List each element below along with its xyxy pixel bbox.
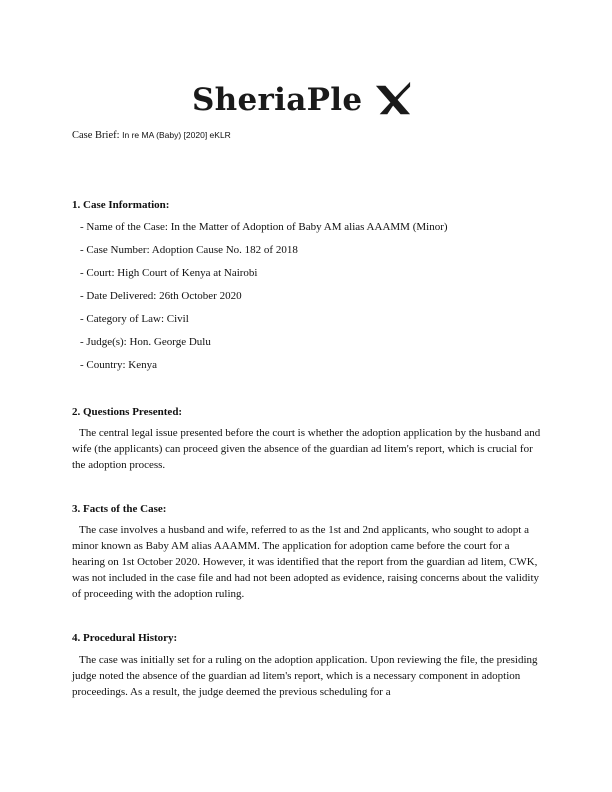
section-heading-procedural-history: 4. Procedural History:	[72, 632, 178, 644]
facts-text: The case involves a husband and wife, referred to as the 1st and 2nd applicants, who sought to adopt a minor known as Baby AM alias AAAMM. The application for adoption came before the court for a hearing on 1st October 2020. However, it was identified that the report from the guardian ad litem, CWK, was not included in the case file and had not been adopted as evidence, raising concerns about the validity of proceeding with the adoption ruling.	[72, 524, 540, 600]
section-heading-case-information: 1. Case Information:	[72, 199, 170, 211]
case-brief-label: Case Brief:	[72, 130, 123, 141]
case-brief-line	[72, 127, 231, 143]
info-case-name: - Name of the Case: In the Matter of Adoption of Baby AM alias AAAMM (Minor)	[80, 221, 448, 233]
questions-presented-text: The central legal issue presented before the court is whether the adoption application by the husband and wife (the applicants) can proceed given the absence of the guardian ad litem's report, which is crucial for the adoption process.	[72, 427, 541, 471]
sheriaplex-logo	[192, 76, 422, 124]
info-court: - Court: High Court of Kenya at Nairobi	[80, 267, 258, 279]
info-case-number: - Case Number: Adoption Cause No. 182 of 2018	[80, 244, 298, 256]
info-date-delivered: - Date Delivered: 26th October 2020	[80, 290, 242, 302]
info-judges: - Judge(s): Hon. George Dulu	[80, 336, 211, 348]
section-heading-questions-presented: 2. Questions Presented:	[72, 406, 183, 418]
info-country: - Country: Kenya	[80, 359, 157, 371]
section-heading-facts: 3. Facts of the Case:	[72, 503, 167, 515]
info-category-of-law: - Category of Law: Civil	[80, 313, 189, 325]
logo-x-mark-icon	[374, 80, 412, 118]
logo-wordmark: SheriaPle	[192, 82, 363, 118]
procedural-history-text: The case was initially set for a ruling on the adoption application. Upon reviewing the file, the presiding judge noted the absence of the guardian ad litem's report, which is a necessary component in adoption proceedings. As a result, the judge deemed the previous scheduling for a	[72, 654, 538, 698]
case-brief-citation: In re MA (Baby) [2020] eKLR	[122, 130, 231, 140]
